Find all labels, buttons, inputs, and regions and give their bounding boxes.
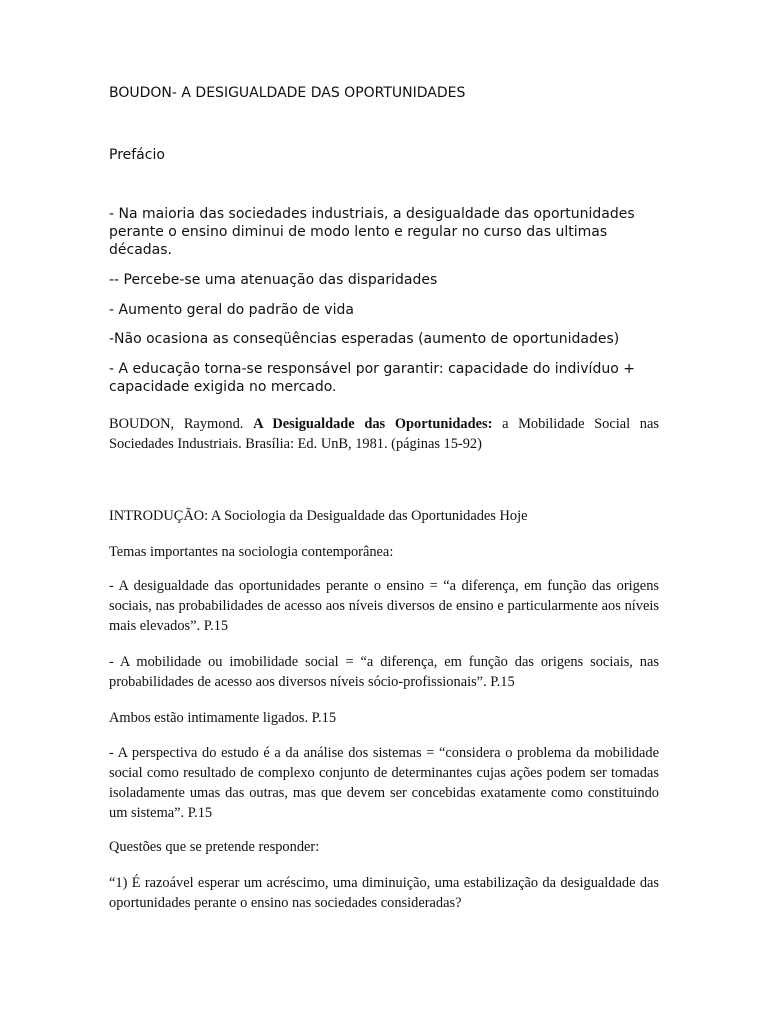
paragraph-perspectiva: - A perspectiva do estudo é a da análise dos sistemas = “considera o problema da mobilidade social como resultado de complexo conjunto de determinantes cujas ações podem ser tomadas isoladamente umas das outras, mas que devem ser concebidas exatamente como constituindo um sistema”. P.15 (109, 745, 659, 821)
bullet-item: - Na maioria das sociedades industriais, a desigualdade das oportunidades perante o ensino diminui de modo lento e regular no curso das ultimas décadas. (109, 206, 635, 258)
paragraph-ambos: Ambos estão intimamente ligados. P.15 (109, 710, 337, 726)
section-heading-prefacio: Prefácio (109, 147, 165, 163)
bibliographic-reference (109, 414, 659, 454)
bullet-item: -Não ocasiona as conseqüências esperadas (aumento de oportunidades) (109, 331, 620, 347)
section-heading-introducao: INTRODUÇÃO: A Sociologia da Desigualdade das Oportunidades Hoje (109, 508, 528, 524)
paragraph-questoes: Questões que se pretende responder: (109, 839, 320, 855)
reference-details: a Mobilidade Social nas Sociedades Industriais. Brasília: Ed. UnB, 1981. (páginas 15-92) (109, 416, 659, 452)
document-page (109, 0, 659, 1024)
bullet-item: - A educação torna-se responsável por garantir: capacidade do indivíduo + capacidade exigida no mercado. (109, 361, 635, 395)
question-item: “1) É razoável esperar um acréscimo, uma diminuição, uma estabilização da desigualdade das oportunidades perante o ensino nas sociedades consideradas? (109, 875, 659, 911)
reference-author: BOUDON, Raymond. (109, 416, 244, 432)
paragraph-quote: - A mobilidade ou imobilidade social = “a diferença, em função das origens sociais, nas probabilidades de acesso aos diversos níveis sócio-profissionais”. P.15 (109, 654, 659, 690)
reference-book-title: A Desigualdade das Oportunidades: (253, 416, 493, 432)
paragraph-temas: Temas importantes na sociologia contemporânea: (109, 544, 394, 560)
paragraph-quote: - A desigualdade das oportunidades perante o ensino = “a diferença, em função das origens sociais, nas probabilidades de acesso aos níveis diversos de ensino e particularmente aos níveis mais elevados”. P.15 (109, 578, 659, 634)
bullet-item: -- Percebe-se uma atenuação das disparidades (109, 272, 438, 288)
document-title: BOUDON- A DESIGUALDADE DAS OPORTUNIDADES (109, 85, 466, 101)
bullet-item: - Aumento geral do padrão de vida (109, 302, 354, 318)
